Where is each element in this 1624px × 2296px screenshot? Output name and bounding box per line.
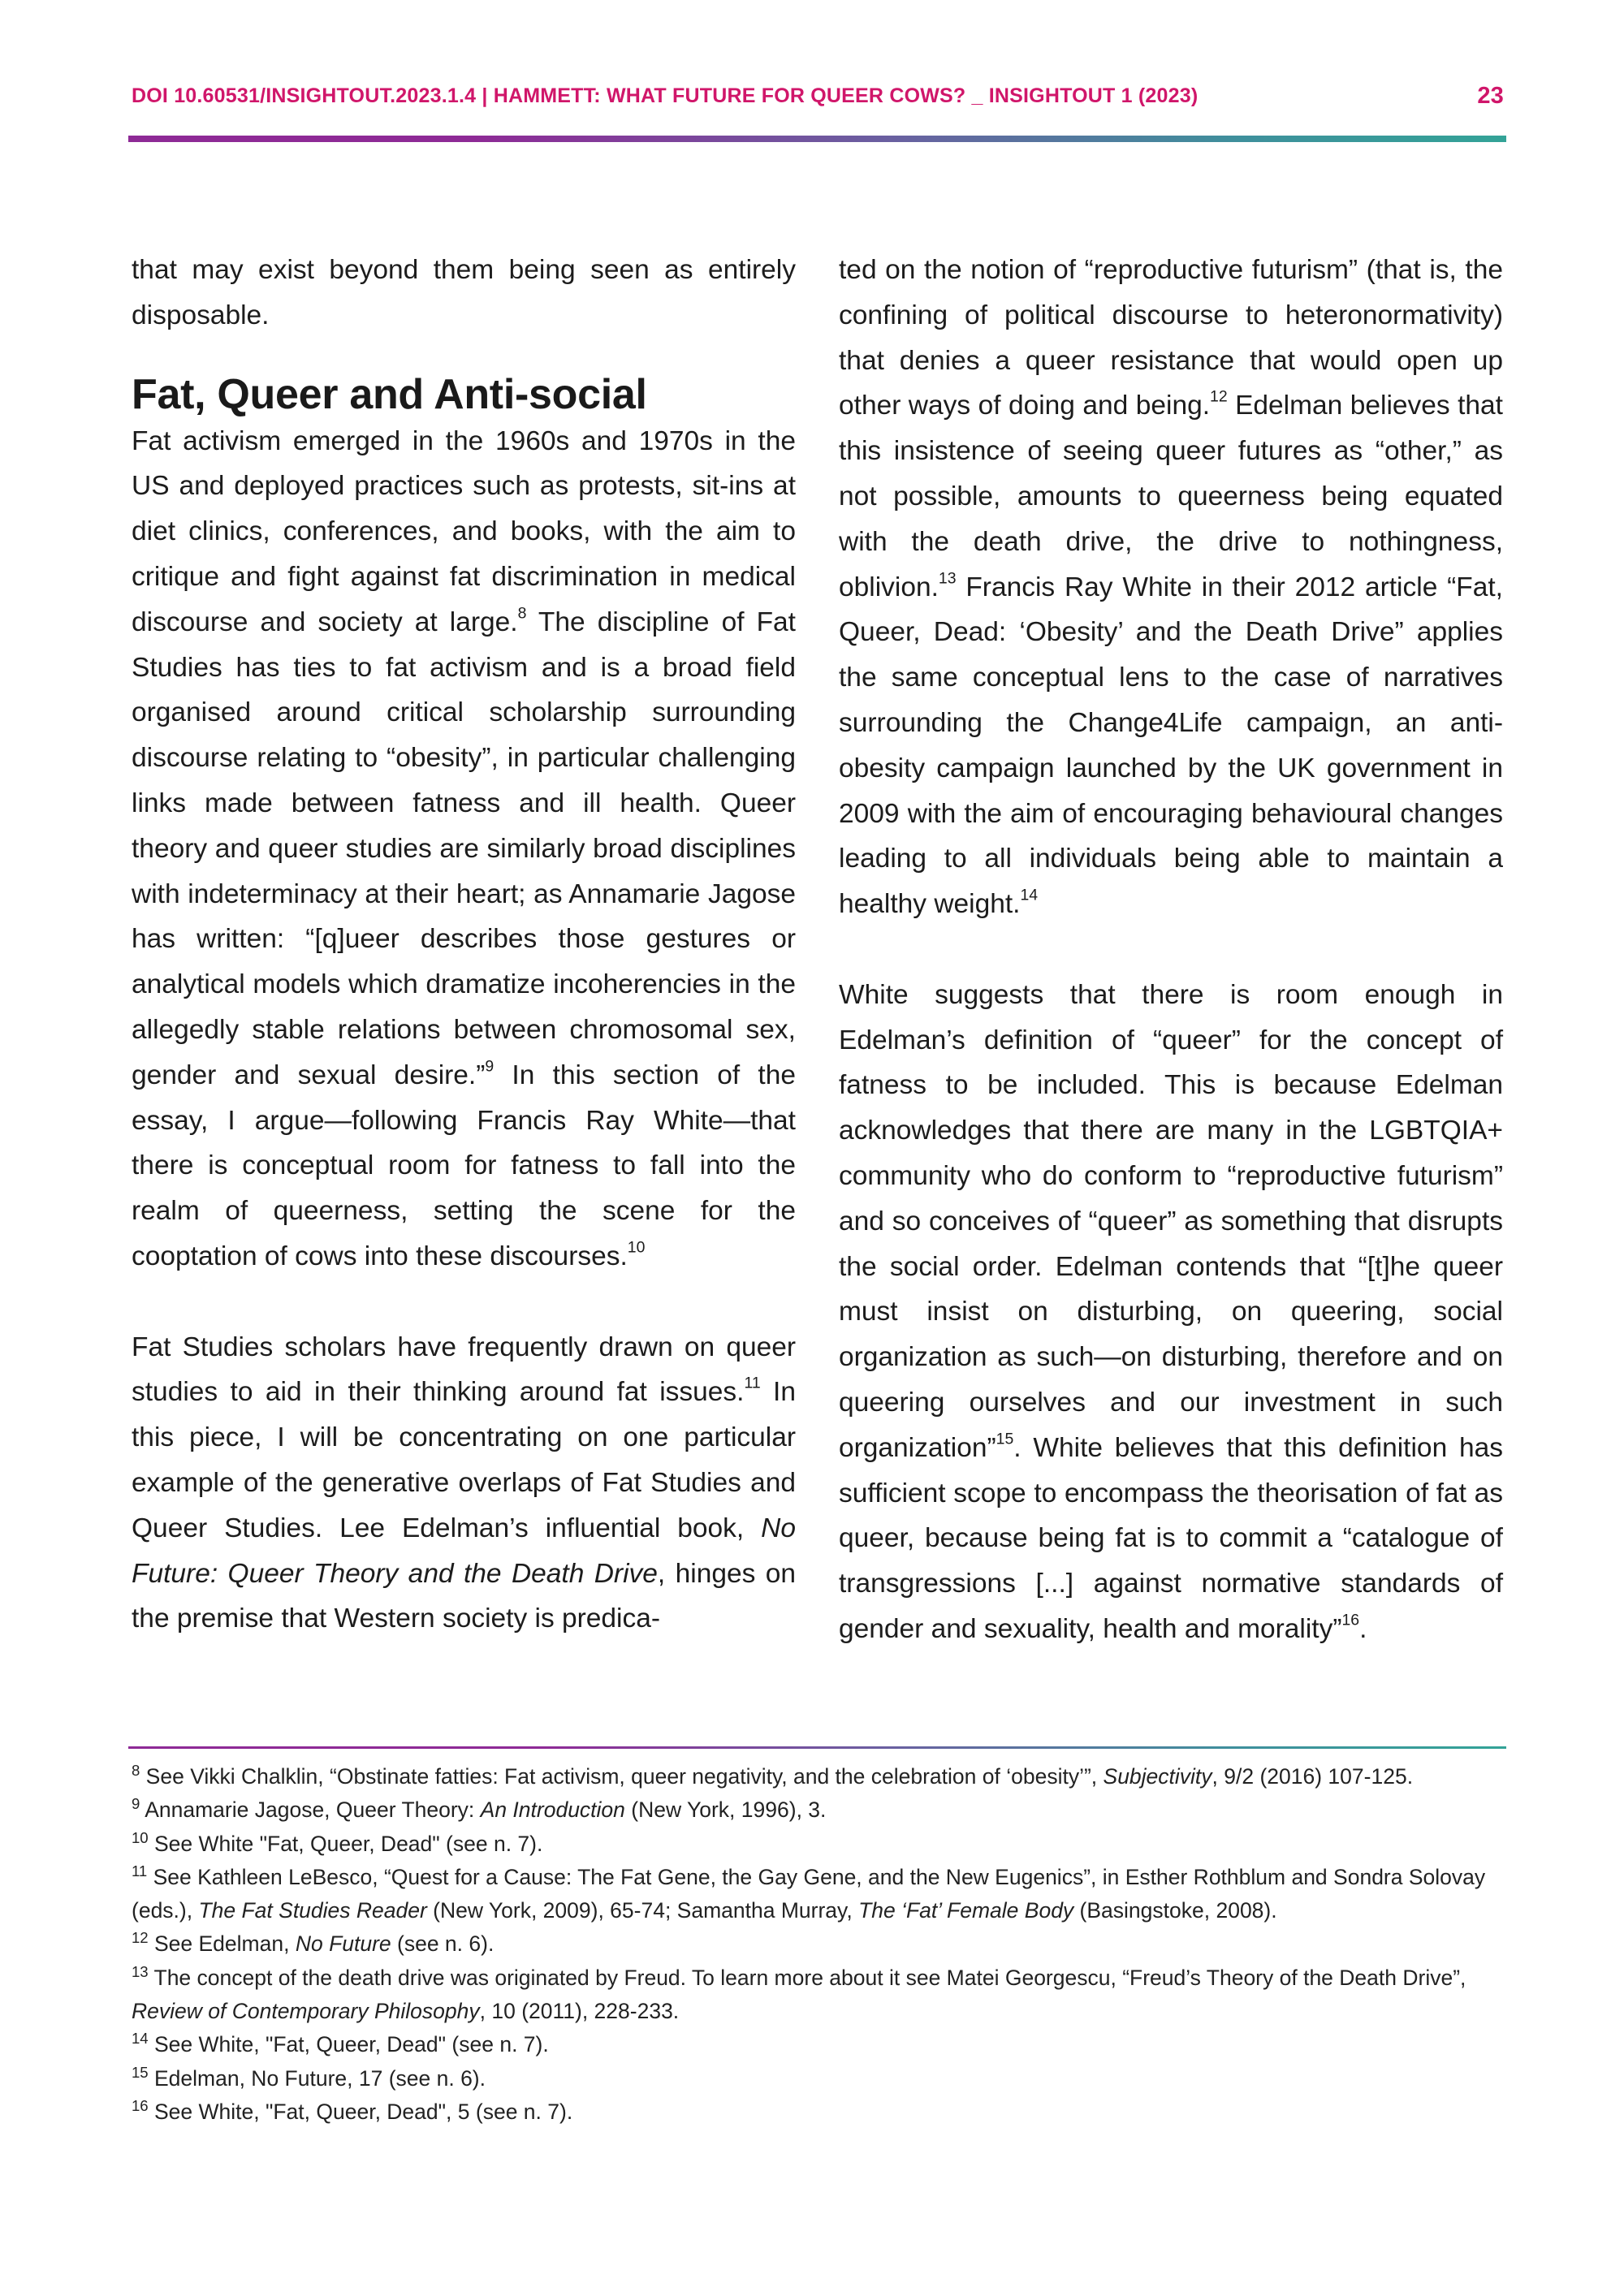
paragraph xyxy=(839,973,1503,1652)
footnote-11 xyxy=(132,1861,1512,1928)
paragraph-continuation xyxy=(132,248,796,339)
text: (New York, 1996), 3. xyxy=(624,1798,827,1823)
text: , 9/2 (2016) 107-125. xyxy=(1212,1764,1414,1789)
text: . White believes that this definition has sufficient scope to encompass the theorisation of fat as queer, because being fat is to commit a “catalogue of transgressions [...] against normative standards of gender and sexuality, health and morality” xyxy=(839,1432,1503,1644)
footnote-9 xyxy=(132,1793,1512,1827)
text: (New York, 2009), 65-74; Samantha Murray, xyxy=(426,1898,859,1923)
text: See Kathleen LeBesco, “Quest for a Cause: The Fat Gene, the Gay Gene, and the New Eugenics”, in Esther Rothblum and Sondra Solovay (eds.), xyxy=(132,1864,1486,1923)
text: See White, "Fat, Queer, Dead" (see n. 7). xyxy=(148,2032,549,2057)
book-title: The ‘Fat’ Female Body xyxy=(858,1898,1074,1923)
paragraph xyxy=(132,419,796,1280)
footnote-15 xyxy=(132,2062,1512,2095)
left-column xyxy=(132,248,796,1642)
footnote-number: 15 xyxy=(132,2063,149,2081)
right-column xyxy=(839,248,1503,1652)
text: See Edelman, xyxy=(148,1931,296,1957)
footnote-number: 16 xyxy=(132,2096,149,2114)
footnote-number: 10 xyxy=(132,1828,149,1846)
footnote-number: 8 xyxy=(132,1761,140,1779)
page-number: 23 xyxy=(1477,83,1504,109)
footnote-ref[interactable]: 11 xyxy=(744,1374,761,1392)
paragraph xyxy=(839,248,1503,927)
book-title: No Future xyxy=(295,1931,391,1957)
footnote-number: 14 xyxy=(132,2030,149,2048)
footnote-16 xyxy=(132,2095,1512,2129)
footnote-14 xyxy=(132,2028,1512,2061)
text: In this piece, I will be concentrating on one particular example of the generative overlaps of Fat Studies and Queer Studies. Lee Edelman’s influential book, xyxy=(132,1377,796,1543)
footnote-number: 11 xyxy=(132,1862,148,1880)
text: The discipline of Fat Studies has ties to fat activism and is a broad field organised around critical scholarship surrounding discourse relating to “obesity”, in particular challenging links made between fatness and ill health. Queer theory and queer studies are similarly broad disciplines with indeterminacy at their heart; as Annamarie Jagose has written: “[q]ueer describes those gestures or analytical models which dramatize incoherencies in the allegedly stable relations between chromosomal sex, gender and sexual desire.” xyxy=(132,606,796,1090)
footnote-8 xyxy=(132,1760,1512,1793)
text: that may exist beyond them being seen as entirely disposable. xyxy=(132,255,796,330)
text: Francis Ray White in their 2012 article “Fat, Queer, Dead: ‘Obesity’ and the Death Drive” applies the same conceptual lens to the case of narratives surrounding the Change4Life campaign, an anti-obesity campaign launched by the UK government in 2009 with the aim of encouraging behavioural changes leading to all individuals being able to maintain a healthy weight. xyxy=(839,572,1503,920)
text: ted on the notion of “reproductive futurism” (that is, the confining of political discourse to heteronormativity) that denies a queer resistance that would open up other ways of doing and being. xyxy=(839,255,1503,421)
journal-title: Subjectivity xyxy=(1103,1764,1212,1789)
text: In this section of the essay, I argue—following Francis Ray White—that there is conceptual room for fatness to fall into the realm of queerness, setting the scene for the cooptation of cows into these discourses. xyxy=(132,1060,796,1271)
footnote-number: 13 xyxy=(132,1962,149,1980)
text: The concept of the death drive was originated by Freud. To learn more about it see Matei Georgescu, “Freud’s Theory of the Death Drive”, xyxy=(148,1965,1466,1990)
text: Edelman, No Future, 17 (see n. 6). xyxy=(148,2065,486,2091)
footnote-ref[interactable]: 13 xyxy=(938,569,957,588)
book-title: The Fat Studies Reader xyxy=(198,1898,427,1923)
text: See White, "Fat, Queer, Dead", 5 (see n. 7). xyxy=(148,2099,573,2124)
footnote-ref[interactable]: 9 xyxy=(485,1057,495,1076)
text: . xyxy=(1359,1613,1367,1644)
footnote-ref[interactable]: 14 xyxy=(1020,886,1039,904)
running-head xyxy=(132,81,1504,114)
footnote-number: 12 xyxy=(132,1929,149,1947)
text: White suggests that there is room enough in Edelman’s definition of “queer” for the concept of fatness to be included. This is because Edelman acknowledges that there are many in the LGBTQIA+ community who do conform to “reproductive futurism” and so conceives of “queer” as something that disrupts the social order. Edelman contends that “[t]he queer must insist on disturbing, on queering, social organization as such—on disturbing, therefore and on queering ourselves and our investment in such organization” xyxy=(839,979,1503,1463)
text: (see n. 6). xyxy=(391,1931,495,1957)
text: Edelman believes that this insistence of seeing queer futures as “other,” as not possible, amounts to queerness being equated with the death drive, the drive to nothingness, oblivion. xyxy=(839,391,1503,602)
footnote-ref[interactable]: 15 xyxy=(996,1430,1014,1448)
footnote-ref[interactable]: 8 xyxy=(517,604,527,623)
footnotes xyxy=(132,1760,1512,2129)
text: Fat Studies scholars have frequently drawn on queer studies to aid in their thinking around fat issues. xyxy=(132,1331,796,1408)
footnote-ref[interactable]: 12 xyxy=(1210,387,1228,406)
text: See White "Fat, Queer, Dead" (see n. 7). xyxy=(148,1831,543,1856)
text: , 10 (2011), 228-233. xyxy=(479,1999,680,2024)
paragraph xyxy=(132,1325,796,1642)
text: See Vikki Chalklin, “Obstinate fatties: Fat activism, queer negativity, and the celebration of ‘obesity’”, xyxy=(140,1764,1104,1789)
footnote-divider xyxy=(128,1746,1506,1749)
header-gradient-rule xyxy=(128,136,1506,142)
footnote-12 xyxy=(132,1927,1512,1961)
section-heading: Fat, Queer and Anti-social xyxy=(132,370,647,418)
doi-running-title: DOI 10.60531/INSIGHTOUT.2023.1.4 | HAMMETT: WHAT FUTURE FOR QUEER COWS? _ INSIGHTOUT 1 (2023) xyxy=(132,84,1199,107)
text: (Basingstoke, 2008). xyxy=(1073,1898,1277,1923)
text: , hinges on the premise that Western society is predica- xyxy=(132,1558,797,1634)
book-title: An Introduction xyxy=(480,1798,625,1823)
footnote-ref[interactable]: 10 xyxy=(627,1238,646,1257)
journal-title: Review of Contemporary Philosophy xyxy=(132,1999,480,2024)
footnote-number: 9 xyxy=(132,1795,140,1813)
text: Fat activism emerged in the 1960s and 1970s in the US and deployed practices such as protests, sit-ins at diet clinics, conferences, and books, with the aim to critique and fight against fat discrimination in medical discourse and society at large. xyxy=(132,425,796,637)
text: Annamarie Jagose, Queer Theory: xyxy=(140,1798,481,1823)
footnote-ref[interactable]: 16 xyxy=(1341,1611,1360,1629)
footnote-10 xyxy=(132,1828,1512,1861)
book-title: No Future: Queer Theory and the Death Drive xyxy=(132,1513,796,1589)
footnote-13 xyxy=(132,1962,1512,2029)
